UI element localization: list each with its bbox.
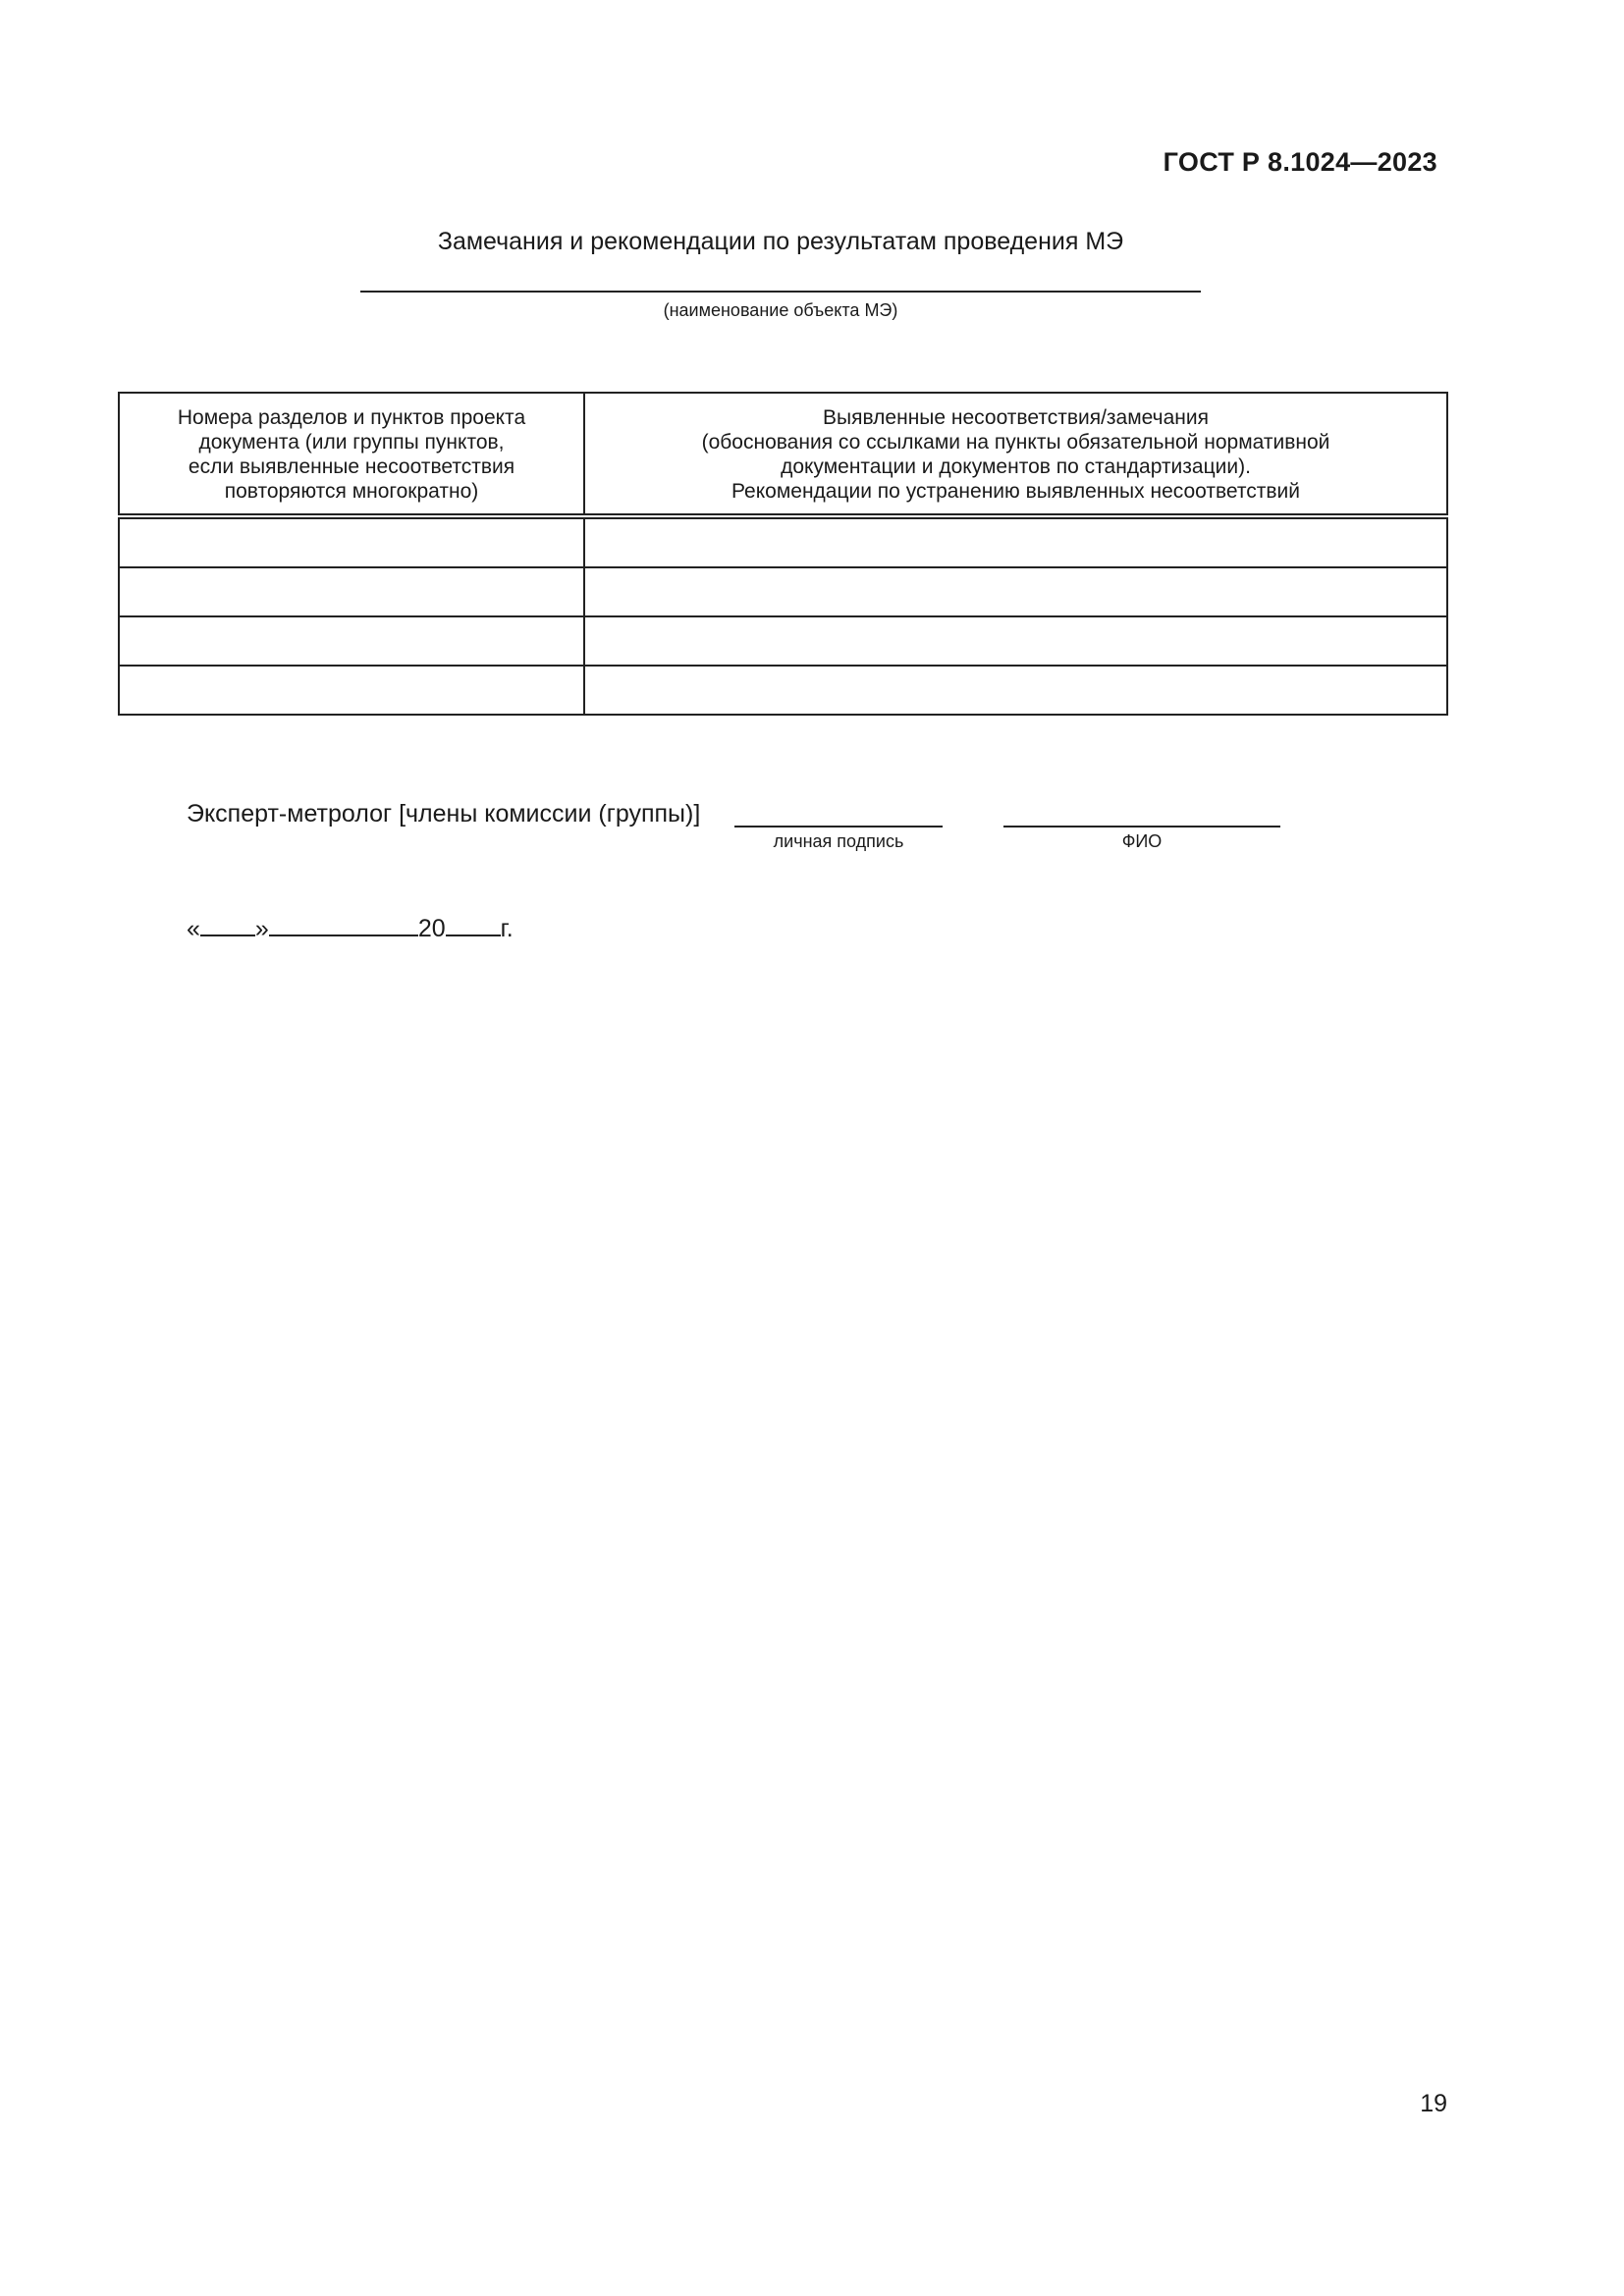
page-title: Замечания и рекомендации по результатам проведения МЭ (437, 228, 1124, 255)
table-cell[interactable] (584, 516, 1447, 567)
date-field (187, 913, 514, 943)
object-name-line[interactable] (360, 291, 1201, 293)
table-cell[interactable] (584, 567, 1447, 616)
year-blank[interactable] (446, 913, 501, 936)
full-name-line[interactable] (1003, 826, 1280, 828)
table-row (119, 567, 1447, 616)
expert-label: Эксперт-метролог [члены комиссии (группы)] (187, 800, 701, 828)
table-cell[interactable] (119, 616, 584, 666)
table-cell[interactable] (119, 516, 584, 567)
day-blank[interactable] (200, 913, 255, 936)
year-suffix: г. (500, 915, 514, 942)
table-row (119, 516, 1447, 567)
page-number: 19 (1420, 2090, 1447, 2117)
header-line: Номера разделов и пунктов проекта (177, 406, 526, 429)
table-cell[interactable] (584, 666, 1447, 715)
table-row (119, 616, 1447, 666)
header-line: документации и документов по стандартизации). (781, 455, 1251, 478)
month-blank[interactable] (269, 913, 418, 936)
header-line: повторяются многократно) (224, 480, 479, 503)
column-header-remarks (584, 393, 1447, 516)
standard-code: ГОСТ Р 8.1024—2023 (1163, 147, 1437, 177)
header-line: если выявленные несоответствия (188, 455, 515, 478)
table-cell[interactable] (584, 616, 1447, 666)
header-line: Выявленные несоответствия/замечания (823, 406, 1209, 429)
open-quote: « (187, 915, 200, 942)
header-line: документа (или группы пунктов, (198, 431, 505, 454)
remarks-table (118, 392, 1448, 716)
column-header-sections (119, 393, 584, 516)
year-prefix: 20 (417, 915, 446, 942)
signature-caption: личная подпись (773, 831, 904, 851)
signature-line[interactable] (734, 826, 943, 828)
close-quote: » (254, 915, 269, 942)
header-line: Рекомендации по устранению выявленных несоответствий (731, 480, 1301, 503)
table-header-row (119, 393, 1447, 516)
table-cell[interactable] (119, 666, 584, 715)
full-name-caption: ФИО (1121, 831, 1163, 851)
table-cell[interactable] (119, 567, 584, 616)
table-row (119, 666, 1447, 715)
header-line: (обоснования со ссылками на пункты обязательной нормативной (701, 431, 1330, 454)
object-name-caption: (наименование объекта МЭ) (663, 300, 898, 320)
